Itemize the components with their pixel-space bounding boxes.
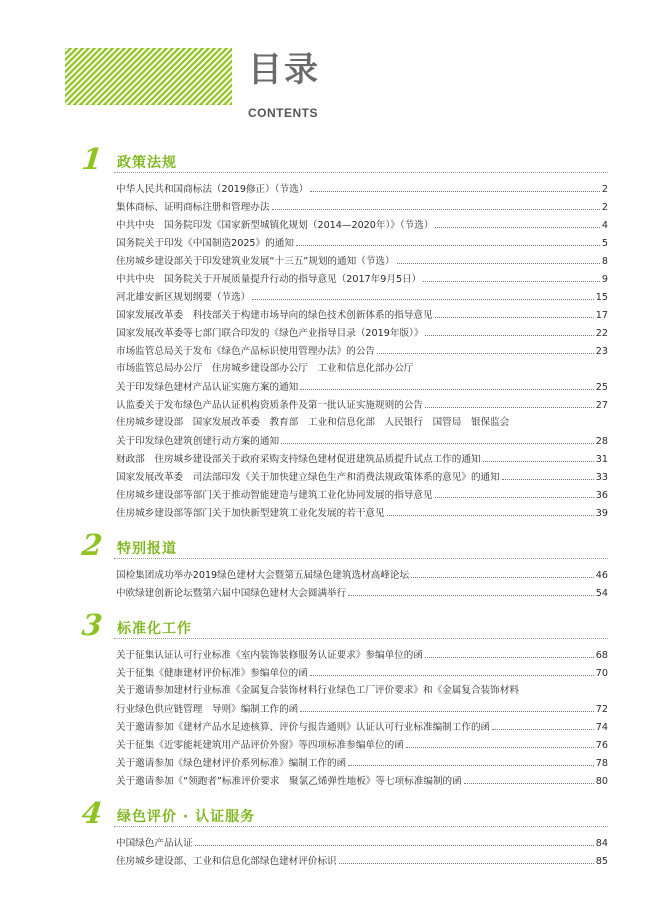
toc-entry-page: 70 [595, 668, 608, 679]
section-header [0, 528, 670, 562]
toc-entry-page: 33 [595, 472, 608, 483]
toc-entry[interactable] [0, 324, 670, 342]
toc-entry-page: 76 [595, 740, 608, 751]
dot-leader [339, 852, 594, 864]
toc-entry-title: 关于邀请参加建材行业标准《金属复合装饰材料行业绿色工厂评价要求》和《金属复合装饰材料 [116, 685, 519, 696]
toc-entry-page: 22 [595, 328, 608, 339]
dot-leader [387, 504, 594, 516]
toc-entry-title: 集体商标、证明商标注册和管理办法 [116, 202, 270, 213]
toc-entry-page: 27 [595, 400, 608, 411]
toc-entry[interactable] [0, 288, 670, 306]
section-divider [114, 826, 608, 827]
dot-leader [300, 700, 594, 712]
dot-leader [423, 270, 600, 282]
toc-entry[interactable] [0, 342, 670, 360]
toc-entry-title: 住房城乡建设部、工业和信息化部绿色建材评价标识 [116, 856, 337, 867]
toc-entry-page: 2 [601, 184, 608, 195]
dot-leader [483, 450, 594, 462]
toc-entry[interactable] [0, 700, 670, 718]
toc-entry[interactable] [0, 736, 670, 754]
toc-entry[interactable] [0, 432, 670, 450]
toc-entry-title: 关于印发绿色建筑创建行动方案的通知 [116, 436, 280, 447]
stripe-pattern [65, 48, 232, 105]
toc-entry-title: 国家发展改革委 司法部印发《关于加快建立绿色生产和消费法规政策体系的意见》的通知 [116, 472, 500, 483]
page-title: 目录 [248, 50, 320, 90]
toc-entry-title: 国家发展改革委 科技部关于构建市场导向的绿色技术创新体系的指导意见 [116, 310, 433, 321]
toc-entry[interactable] [0, 396, 670, 414]
section-title: 标准化工作 [117, 621, 192, 637]
toc-entry-page: 78 [595, 758, 608, 769]
section-number: 1 [80, 142, 104, 176]
toc-entry-title: 关于邀请参加《建材产品水足迹核算、评价与报告通则》认证认可行业标准编制工作的函 [116, 722, 491, 733]
section-number: 4 [80, 796, 104, 830]
toc-entry-title: 关于邀请参加《“领跑者”标准评价要求 聚氯乙烯弹性地板》等七项标准编制的函 [116, 776, 462, 787]
dot-leader [411, 566, 594, 578]
toc-entry-page: 36 [595, 490, 608, 501]
toc-entry[interactable] [0, 486, 670, 504]
toc-entry-page: 68 [595, 650, 608, 661]
toc-entry[interactable] [0, 234, 670, 252]
toc-entry-title: 住房城乡建设部关于印发建筑业发展“十三五”规划的通知（节选） [116, 256, 395, 267]
toc-entry[interactable] [0, 664, 670, 682]
section-header [0, 142, 670, 176]
toc-entry-page: 39 [595, 508, 608, 519]
toc-entry-page: 74 [595, 722, 608, 733]
toc-entry[interactable] [0, 252, 670, 270]
section-divider [114, 172, 608, 173]
toc-entry-page: 2 [601, 202, 608, 213]
section-number: 3 [80, 608, 104, 642]
section-divider [114, 638, 608, 639]
toc-entry[interactable] [0, 468, 670, 486]
toc-entry-page: 46 [595, 570, 608, 581]
dot-leader [435, 216, 599, 228]
header-banner [65, 48, 232, 105]
toc-entry[interactable] [0, 682, 670, 700]
dot-leader [272, 198, 600, 210]
toc-entry-title: 国检集团成功举办2019绿色建材大会暨第五届绿色建筑选材高峰论坛 [116, 570, 410, 581]
dot-leader [310, 180, 600, 192]
toc-entry-title: 住房城乡建设部等部门关于加快新型建筑工业化发展的若干意见 [116, 508, 385, 519]
dot-leader [502, 468, 594, 480]
section-header [0, 796, 670, 830]
toc-entry-page: 85 [595, 856, 608, 867]
toc-entry-title: 国务院关于印发《中国制造2025》的通知 [116, 238, 294, 249]
toc-entry[interactable] [0, 718, 670, 736]
dot-leader [435, 306, 594, 318]
toc-list [0, 834, 670, 870]
toc-entry[interactable] [0, 772, 670, 790]
toc-entry-title: 中共中央 国务院印发《国家新型城镇化规划（2014—2020年）》（节选） [116, 220, 434, 231]
toc-entry-title: 认监委关于发布绿色产品认证机构资质条件及第一批认证实施规则的公告 [116, 400, 423, 411]
dot-leader [348, 754, 594, 766]
toc-entry-title: 行业绿色供应链管理 导则》编制工作的函 [116, 704, 299, 715]
section-standardization [0, 608, 670, 790]
toc-entry[interactable] [0, 852, 670, 870]
dot-leader [300, 378, 594, 390]
toc-entry-page: 31 [595, 454, 608, 465]
section-number: 2 [80, 528, 104, 562]
toc-list [0, 566, 670, 602]
section-header [0, 608, 670, 642]
dot-leader [310, 664, 594, 676]
toc-entry[interactable] [0, 646, 670, 664]
section-policy [0, 142, 670, 522]
toc-entry[interactable] [0, 584, 670, 602]
toc-entry-page: 84 [595, 838, 608, 849]
toc-entry-title: 关于征集《健康建材评价标准》参编单位的函 [116, 668, 308, 679]
toc-entry[interactable] [0, 270, 670, 288]
toc-entry-title: 中华人民共和国商标法（2019修正）（节选） [116, 184, 309, 195]
section-title: 特别报道 [117, 541, 177, 557]
toc-entry[interactable] [0, 198, 670, 216]
section-green-evaluation [0, 796, 670, 870]
toc-entry-title: 中共中央 国务院关于开展质量提升行动的指导意见（2017年9月5日） [116, 274, 422, 285]
toc-entry-page: 4 [601, 220, 608, 231]
page-subtitle: CONTENTS [248, 106, 318, 120]
toc-entry[interactable] [0, 306, 670, 324]
toc-entry-title: 中欧绿建创新论坛暨第六届中国绿色建材大会圆满举行 [116, 588, 347, 599]
toc-entry-page: 17 [595, 310, 608, 321]
toc-entry[interactable] [0, 378, 670, 396]
toc-entry-title: 河北雄安新区规划纲要（节选） [116, 292, 251, 303]
section-divider [114, 558, 608, 559]
toc-entry-page: 28 [595, 436, 608, 447]
dot-leader [252, 288, 593, 300]
toc-entry-page: 8 [601, 256, 608, 267]
toc-entry-title: 关于印发绿色建材产品认证实施方案的通知 [116, 382, 299, 393]
dot-leader [281, 432, 594, 444]
toc-entry[interactable] [0, 834, 670, 852]
toc-list [0, 180, 670, 522]
dot-leader [406, 736, 594, 748]
toc-entry-title: 关于征集《近零能耗建筑用产品评价外窗》等四项标准参编单位的函 [116, 740, 404, 751]
dot-leader [425, 396, 594, 408]
dot-leader [435, 486, 594, 498]
dot-leader [195, 834, 594, 846]
dot-leader [296, 234, 600, 246]
toc-entry-title: 住房城乡建设部等部门关于推动智能建造与建筑工业化协同发展的指导意见 [116, 490, 433, 501]
toc-entry-title: 关于征集认证认可行业标准《室内装饰装修服务认证要求》参编单位的函 [116, 650, 423, 661]
toc-entry-title: 市场监管总局关于发布《绿色产品标识使用管理办法》的公告 [116, 346, 376, 357]
toc-entry-title: 国家发展改革委等七部门联合印发的《绿色产业指导目录（2019年版）》 [116, 328, 424, 339]
toc-entry-page: 54 [595, 588, 608, 599]
dot-leader [425, 324, 593, 336]
section-special-report [0, 528, 670, 602]
dot-leader [425, 646, 594, 658]
toc-entry-title: 中国绿色产品认证 [116, 838, 193, 849]
toc-entry[interactable] [0, 566, 670, 584]
toc-entry-title: 市场监管总局办公厅 住房城乡建设部办公厅 工业和信息化部办公厅 [116, 363, 414, 374]
toc-entry-page: 72 [595, 704, 608, 715]
toc-entry[interactable] [0, 504, 670, 522]
dot-leader [492, 718, 594, 730]
toc-entry-page: 9 [601, 274, 608, 285]
dot-leader [397, 252, 600, 264]
dot-leader [464, 772, 594, 784]
toc-entry-title: 财政部 住房城乡建设部关于政府采购支持绿色建材促进建筑品质提升试点工作的通知 [116, 454, 481, 465]
toc-entry-page: 23 [595, 346, 608, 357]
toc-entry[interactable] [0, 360, 670, 378]
toc-entry-page: 5 [601, 238, 608, 249]
toc-entry[interactable] [0, 216, 670, 234]
toc-entry-page: 25 [595, 382, 608, 393]
toc-entry[interactable] [0, 450, 670, 468]
toc-entry[interactable] [0, 180, 670, 198]
dot-leader [348, 584, 594, 596]
section-title: 政策法规 [117, 155, 177, 171]
toc-entry[interactable] [0, 754, 670, 772]
toc-entry-page: 15 [595, 292, 608, 303]
toc-entry-title: 关于邀请参加《绿色建材评价系列标准》编制工作的函 [116, 758, 347, 769]
section-title: 绿色评价 · 认证服务 [117, 809, 256, 825]
toc-entry-title: 住房城乡建设部 国家发展改革委 教育部 工业和信息化部 人民银行 国管局 银保监会 [116, 417, 510, 428]
dot-leader [377, 342, 594, 354]
toc-entry-page: 80 [595, 776, 608, 787]
toc-list [0, 646, 670, 790]
toc-entry[interactable] [0, 414, 670, 432]
